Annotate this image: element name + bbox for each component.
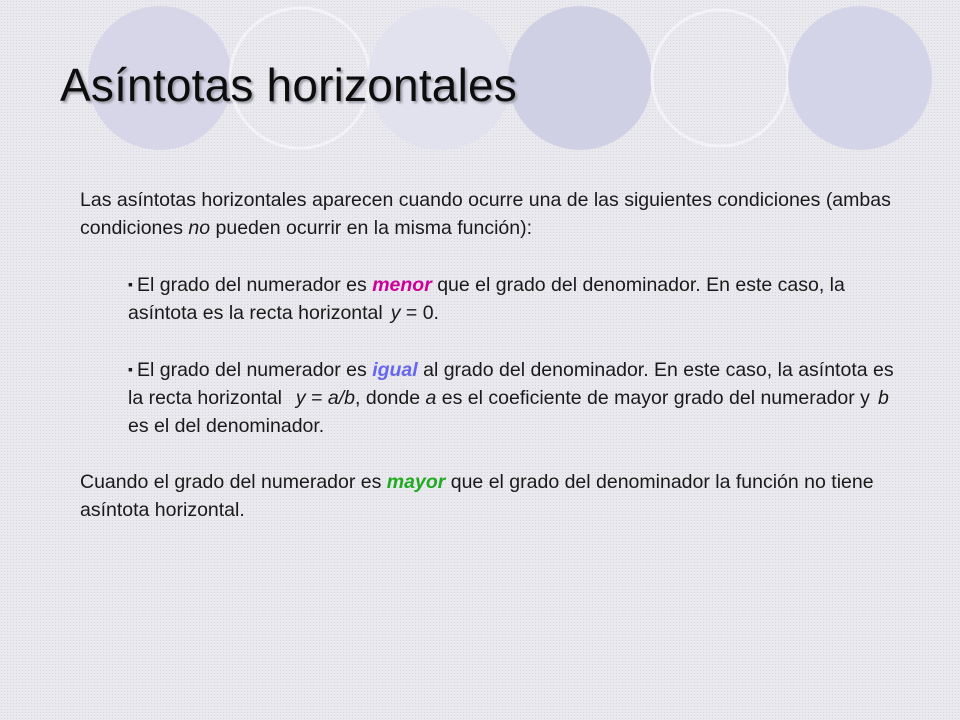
bullet-menor: ▪ El grado del numerador es menor que el grado del denominador. En este caso, la asíntota es la recta horizontal y = 0. [128,274,845,324]
deco-circle-6 [788,6,932,150]
deco-circle-5 [652,10,788,146]
slide-title: Asíntotas horizontales [60,59,517,111]
bullet-icon: ▪ [128,361,133,377]
closing-paragraph: Cuando el grado del numerador es mayor que el grado del denominador la función no tiene asíntota horizontal. [80,471,874,521]
slide-content [80,186,910,524]
deco-circle-4 [508,6,652,150]
intro-paragraph: Las asíntotas horizontales aparecen cuando ocurre una de las siguientes condiciones (ambas condiciones no pueden ocurrir en la misma función): [80,189,891,239]
keyword-igual: igual [372,359,418,381]
keyword-menor: menor [372,274,432,296]
bullet-igual: ▪ El grado del numerador es igual al grado del denominador. En este caso, la asíntota es la recta horizontal y = a/b, donde a es el coeficiente de mayor grado del numerador y b es el del denominador. [128,359,894,437]
bullet-icon: ▪ [128,276,133,292]
keyword-mayor: mayor [386,471,446,493]
